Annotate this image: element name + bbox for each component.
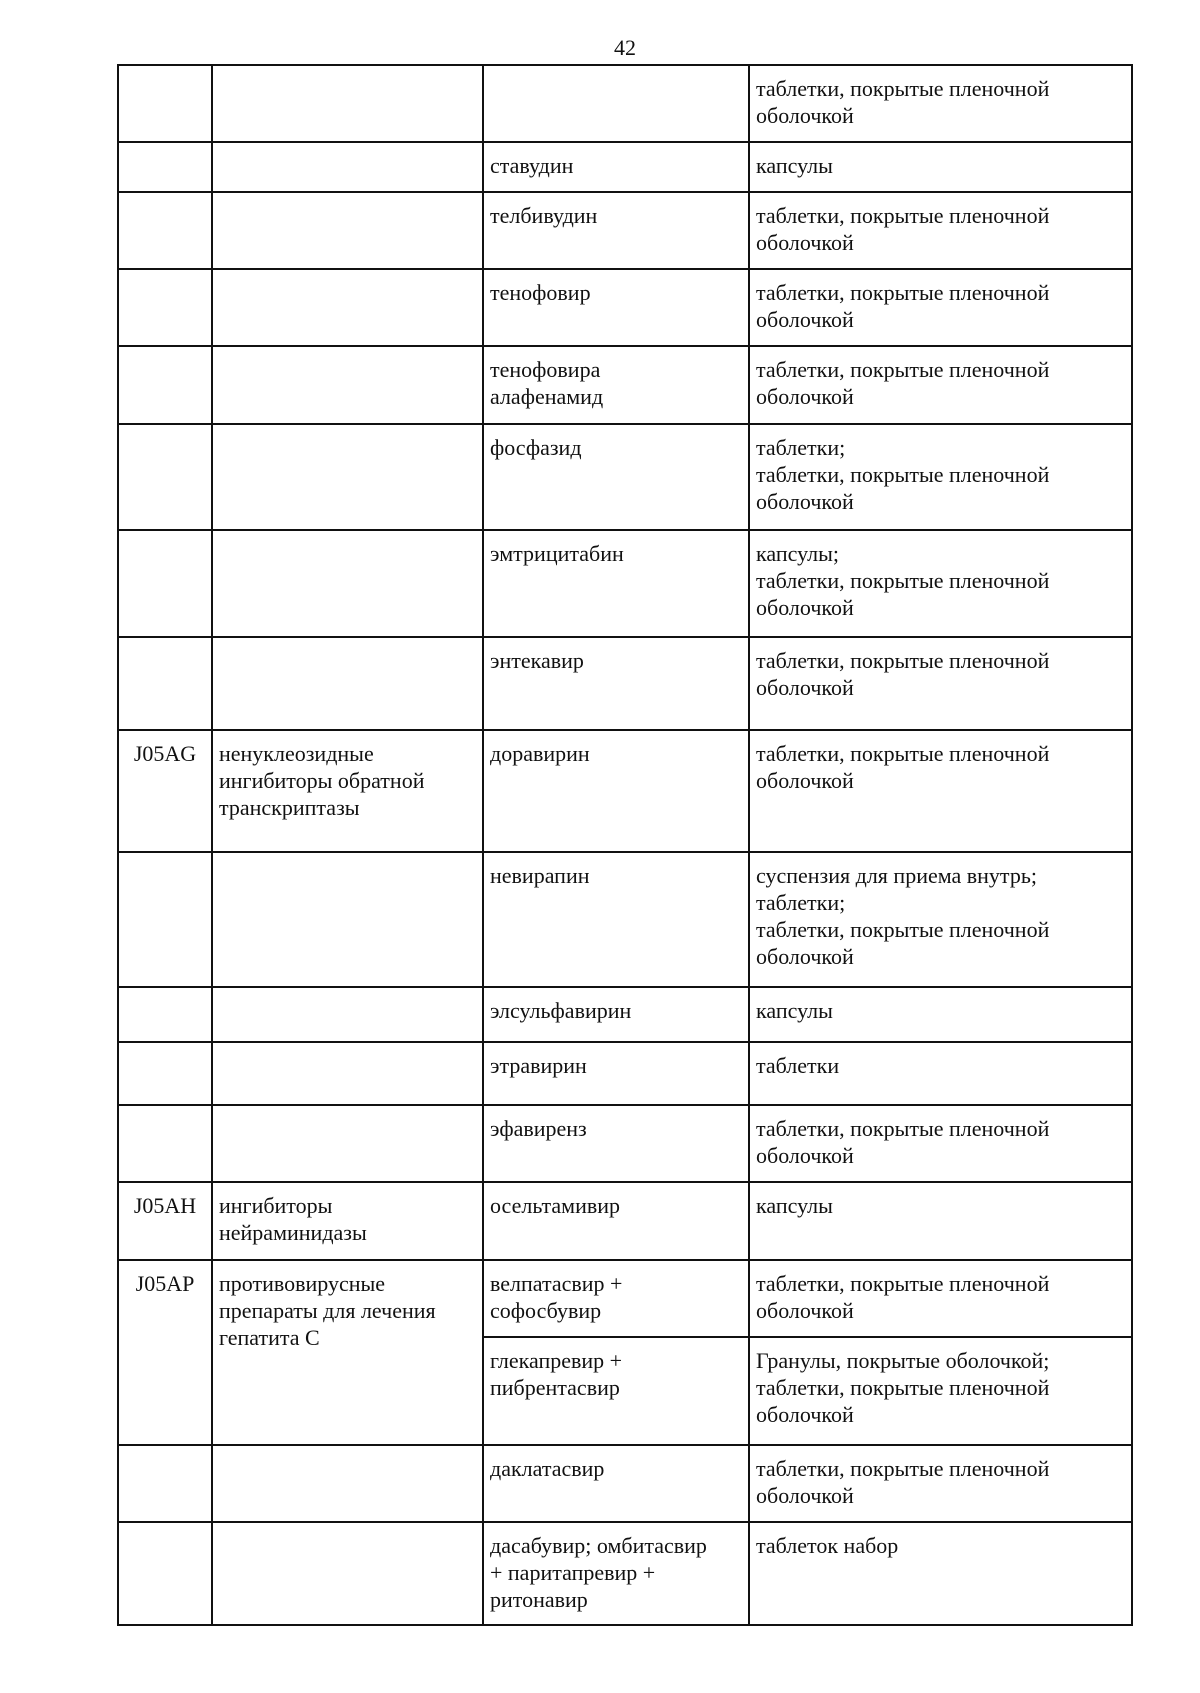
drug-name-cell: фосфазид xyxy=(483,424,749,530)
group-cell xyxy=(212,852,483,987)
dosage-form-cell: капсулы xyxy=(749,142,1132,192)
drug-name-cell xyxy=(483,65,749,142)
dosage-form-cell: капсулы xyxy=(749,1182,1132,1260)
dosage-form-cell: суспензия для приема внутрь; таблетки; таблетки, покрытые пленочной оболочкой xyxy=(749,852,1132,987)
dosage-form-cell: таблетки; таблетки, покрытые пленочной оболочкой xyxy=(749,424,1132,530)
table-row xyxy=(118,142,1132,192)
dosage-form-cell: капсулы xyxy=(749,987,1132,1042)
atc-code-cell: J05AG xyxy=(118,730,212,852)
atc-code-cell xyxy=(118,192,212,269)
atc-code-cell xyxy=(118,269,212,346)
table-row xyxy=(118,1445,1132,1522)
dosage-form-cell: таблетки, покрытые пленочной оболочкой xyxy=(749,1445,1132,1522)
atc-code-cell xyxy=(118,852,212,987)
table-row xyxy=(118,1182,1132,1260)
atc-code-cell xyxy=(118,65,212,142)
drug-name-cell: эмтрицитабин xyxy=(483,530,749,637)
dosage-form-cell: таблетки xyxy=(749,1042,1132,1105)
dosage-form-cell: таблетки, покрытые пленочной оболочкой xyxy=(749,65,1132,142)
dosage-form-cell: таблетки, покрытые пленочной оболочкой xyxy=(749,1260,1132,1337)
table-row xyxy=(118,1260,1132,1337)
group-cell xyxy=(212,1522,483,1625)
table-row xyxy=(118,424,1132,530)
drug-name-cell: доравирин xyxy=(483,730,749,852)
group-cell xyxy=(212,65,483,142)
drug-name-cell: велпатасвир + софосбувир xyxy=(483,1260,749,1337)
atc-code-cell: J05AH xyxy=(118,1182,212,1260)
group-cell xyxy=(212,1105,483,1182)
group-cell xyxy=(212,192,483,269)
dosage-form-cell: таблетки, покрытые пленочной оболочкой xyxy=(749,269,1132,346)
atc-code-cell xyxy=(118,142,212,192)
dosage-form-cell: таблетки, покрытые пленочной оболочкой xyxy=(749,1105,1132,1182)
group-cell: противовирусные препараты для лечения гепатита С xyxy=(212,1260,483,1445)
group-cell xyxy=(212,346,483,424)
dosage-form-cell: капсулы; таблетки, покрытые пленочной оболочкой xyxy=(749,530,1132,637)
table-row xyxy=(118,346,1132,424)
atc-code-cell: J05AP xyxy=(118,1260,212,1445)
group-cell xyxy=(212,424,483,530)
group-cell xyxy=(212,1445,483,1522)
table-row xyxy=(118,1042,1132,1105)
drug-name-cell: дасабувир; омбитасвир + паритапревир + ритонавир xyxy=(483,1522,749,1625)
atc-code-cell xyxy=(118,1445,212,1522)
group-cell xyxy=(212,530,483,637)
group-cell xyxy=(212,987,483,1042)
dosage-form-cell: Гранулы, покрытые оболочкой; таблетки, покрытые пленочной оболочкой xyxy=(749,1337,1132,1445)
atc-code-cell xyxy=(118,637,212,730)
group-cell xyxy=(212,637,483,730)
table-row xyxy=(118,987,1132,1042)
drug-name-cell: даклатасвир xyxy=(483,1445,749,1522)
table-row xyxy=(118,730,1132,852)
table-row xyxy=(118,637,1132,730)
drug-name-cell: глекапревир + пибрентасвир xyxy=(483,1337,749,1445)
atc-code-cell xyxy=(118,1522,212,1625)
atc-code-cell xyxy=(118,346,212,424)
dosage-form-cell: таблетки, покрытые пленочной оболочкой xyxy=(749,730,1132,852)
group-cell xyxy=(212,269,483,346)
atc-code-cell xyxy=(118,1105,212,1182)
table-row xyxy=(118,530,1132,637)
drug-name-cell: этравирин xyxy=(483,1042,749,1105)
table-row xyxy=(118,1105,1132,1182)
table-row xyxy=(118,192,1132,269)
drug-table xyxy=(117,64,1133,1626)
group-cell: ненуклеозидные ингибиторы обратной транскриптазы xyxy=(212,730,483,852)
atc-code-cell xyxy=(118,987,212,1042)
drug-name-cell: эфавиренз xyxy=(483,1105,749,1182)
group-cell xyxy=(212,1042,483,1105)
drug-name-cell: тенофовира алафенамид xyxy=(483,346,749,424)
drug-name-cell: телбивудин xyxy=(483,192,749,269)
table-row xyxy=(118,852,1132,987)
drug-name-cell: осельтамивир xyxy=(483,1182,749,1260)
atc-code-cell xyxy=(118,530,212,637)
drug-name-cell: элсульфавирин xyxy=(483,987,749,1042)
atc-code-cell xyxy=(118,424,212,530)
page-number: 42 xyxy=(614,35,636,60)
drug-name-cell: невирапин xyxy=(483,852,749,987)
dosage-form-cell: таблеток набор xyxy=(749,1522,1132,1625)
group-cell xyxy=(212,142,483,192)
drug-name-cell: ставудин xyxy=(483,142,749,192)
dosage-form-cell: таблетки, покрытые пленочной оболочкой xyxy=(749,346,1132,424)
table-row xyxy=(118,1522,1132,1625)
dosage-form-cell: таблетки, покрытые пленочной оболочкой xyxy=(749,637,1132,730)
table-row xyxy=(118,269,1132,346)
dosage-form-cell: таблетки, покрытые пленочной оболочкой xyxy=(749,192,1132,269)
atc-code-cell xyxy=(118,1042,212,1105)
drug-name-cell: энтекавир xyxy=(483,637,749,730)
group-cell: ингибиторы нейраминидазы xyxy=(212,1182,483,1260)
drug-name-cell: тенофовир xyxy=(483,269,749,346)
table-row xyxy=(118,65,1132,142)
